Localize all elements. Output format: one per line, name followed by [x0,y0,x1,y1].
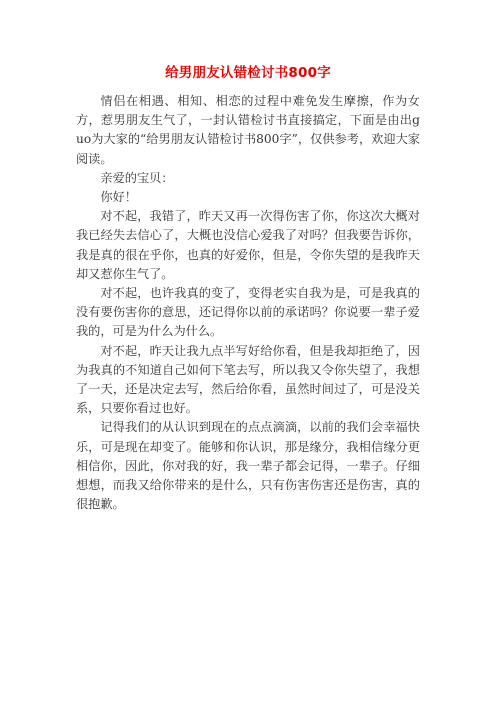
body-paragraph: 对不起，昨天让我九点半写好给你看，但是我却拒绝了，因为我真的不知道自己如何下笔去写，所以我又令你失望了，我想了一天，还是决定去写，然后给你看，虽然时间过了，可是没关系，只要你看过也好。 [76,343,420,416]
body-paragraph: 记得我们的从认识到现在的点点滴滴，以前的我们会幸福快乐，可是现在却变了。能够和你认识，那是缘分，我相信缘分更相信你，因此，你对我的好，我一辈子都会记得，一辈子。仔细想想，而我又给你带来的是什么，只有伤害伤害还是伤害，真的很抱歉。 [76,420,420,512]
body-paragraph: 对不起，也许我真的变了，变得老实自我为是，可是我真的没有要伤害你的意思，还记得你以前的承诺吗？你说要一辈子爱我的，可是为什么为什么。 [76,286,420,339]
salutation: 亲爱的宝贝： [100,170,174,185]
greeting: 你好！ [100,190,137,205]
document-body [76,92,420,514]
intro-paragraph: 情侣在相遇、相知、相恋的过程中难免发生摩擦，作为女方，惹男朋友生气了，一封认错检讨书直接搞定，下面是由出guo为大家的“给男朋友认错检讨书800字”，仅供参考，欢迎大家阅读。 [76,94,420,166]
document-title: 给男朋友认错检讨书800字 [165,65,331,81]
body-paragraph: 对不起，我错了，昨天又再一次得伤害了你，你这次大概对我已经失去信心了，大概也没信心爱我了对吗？但我要告诉你，我是真的很在乎你，也真的好爱你，但是，令你失望的是我昨天却又惹你生气了。 [76,209,420,281]
